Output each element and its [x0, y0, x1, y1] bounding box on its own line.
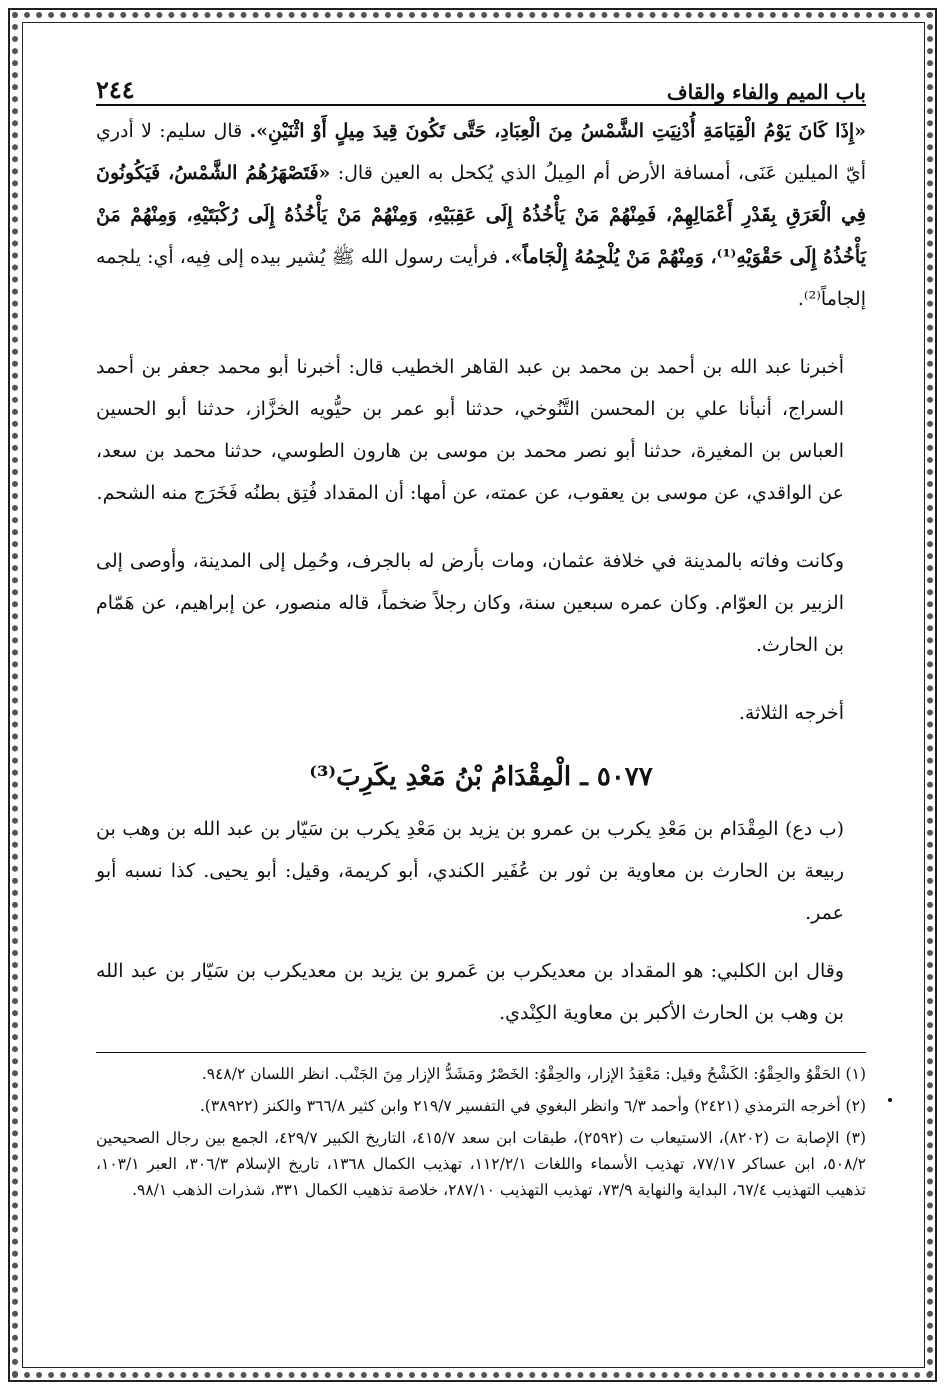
paragraph-gap: [96, 666, 866, 692]
footnote-3: (٣) الإصابة ت (٨٢٠٢)، الاستيعاب ت (٢٥٩٢)، طبقات ابن سعد ٤١٥/٧، التاريخ الكبير ٤٢٩/٧، الجمع بين رجال الصحيحين ٥٠٨/٢، ابن عساكر ٧٧/١٧، تهذيب الأسماء واللغات ١١٢/٢/١، تهذيب الكمال ١٣٦٨، تاريخ الإسلام ٣٠٦/٣، العبر ١٠٣/١، تذهيب التهذيب ٦٧/٤، البداية والنهاية ٧٣/٩، تهذيب التهذيب ٢٨٧/١٠، خلاصة تذهيب الكمال ٣٣١، شذرات الذهب ٩٨/١.: [96, 1129, 867, 1199]
page-number: ٢٤٤: [96, 75, 135, 104]
hadith-quote-continued: «فَتَصْهَرُهُمُ الشَّمْسُ، فَيَكُونُونَ فِي الْعَرَقِ بِقَدْرِ أَعْمَالِهِمْ، فَمِنْهُمْ مَنْ يَأْخُذُهُ إِلَى عَقِبَيْهِ، وَمِنْهُمْ مَنْ يَأْخُذُهُ إِلَى رُكْبَتَيْهِ، وَمِنْهُمْ مَنْ يَأْخُذُهُ إِلَى حَقْوَيْهِ⁽¹⁾، وَمِنْهُمْ مَنْ يُلْجِمُهُ إِلْجَاماً».: [96, 162, 866, 268]
isnad-paragraph: أخبرنا عبد الله بن أحمد بن محمد بن عبد القاهر الخطيب قال: أخبرنا أبو محمد جعفر بن أحمد السراج، أنبأنا علي بن المحسن التَّنُوخي، حدثنا أبو عمر بن حيُّويه الخزَّاز، حدثنا أبو الحسين العباس بن المغيرة، حدثنا أبو نصر محمد بن موسى بن هارون الطوسي، حدثنا محمد بن سعد، عن الواقدي، عن موسى بن يعقوب، عن عمته، عن أمها: أن المقداد فُتِق بطنُه فَخَرَج منه الشحم.: [96, 356, 844, 504]
footnote-1: (١) الحَقْوُ والحِقْوُ: الكَشْحُ وقيل: مَعْقِدُ الإزار، والحِقْوُ: الخَصْرُ ومَشَدُّ الإزار مِنَ الجَنْب. انظر اللسان ٩٤٨/٢.: [201, 1065, 866, 1083]
footnotes: [96, 1052, 866, 1209]
entry-heading: ٥٠٧٧ ـ الْمِقْدَامُ بْنُ مَعْدِ يكَرِبَ⁽³⁾: [309, 762, 653, 792]
death-paragraph: وكانت وفاته بالمدينة في خلافة عثمان، ومات بأرض له بالجرف، وحُمِل إلى المدينة، وأوصى إلى الزبير بن العوّام. وكان عمره سبعين سنة، وكان رجلاً ضخماً، قاله منصور، عن إبراهيم، عن هَمّام بن الحارث.: [96, 550, 844, 656]
main-text: [96, 110, 866, 1034]
entry-paragraph: (ب دع) المِقْدَام بن مَعْدِ يكرب بن عمرو بن يزيد بن مَعْدِ يكرب بن سَيّار بن عبد الله بن وهب بن ربيعة بن الحارث بن معاوية بن ثور بن عُفَير الكندي، أبو كريمة، وقيل: أبو يحيى. كذا نسبه أبو عمر.: [96, 818, 844, 924]
hadith-paragraph: [96, 110, 866, 320]
paragraph-gap: [96, 320, 866, 346]
footnote-divider: [96, 1052, 866, 1053]
hadith-ending: فرأيت رسول الله ﷺ يُشير بيده إلى فِيه، أي: يلجمه إلجاماً⁽²⁾.: [96, 246, 866, 310]
footnote-2: (٢) أخرجه الترمذي (٢٤٢١) وأحمد ٦/٣ وانظر البغوي في التفسير ٢١٩/٧ وابن كثير ٣٦٦/٨ والكنز (٣٨٩٢٢).: [199, 1097, 866, 1115]
hadith-quote: «إِذَا كَانَ يَوْمُ الْقِيَامَةِ أُدْنِيَتِ الشَّمْسُ مِنَ الْعِبَادِ، حَتَّى تَكُونَ قِيدَ مِيلٍ أَوْ اثْنَيْنِ».: [249, 120, 866, 142]
page-content: [96, 70, 866, 1034]
paragraph-gap: [96, 934, 866, 950]
page-header: [96, 70, 866, 106]
paragraph-gap: [96, 514, 866, 540]
hadith-commentary: قال سليم: لا أدري أيّ الميلين عَنَى، أمسافة الأرض أم المِيلُ الذي يُكحل به العين قال:: [96, 120, 866, 184]
margin-dot: [888, 1098, 892, 1102]
entry-paragraph: وقال ابن الكلبي: هو المقداد بن معديكرب بن عَمرو بن يزيد بن معديكرب بن سَيّار بن عبد الله بن وهب بن الحارث الأكبر بن معاوية الكِنْدي.: [96, 960, 844, 1024]
running-title: باب الميم والفاء والقاف: [666, 80, 866, 104]
source-note: أخرجه الثلاثة.: [738, 702, 844, 724]
